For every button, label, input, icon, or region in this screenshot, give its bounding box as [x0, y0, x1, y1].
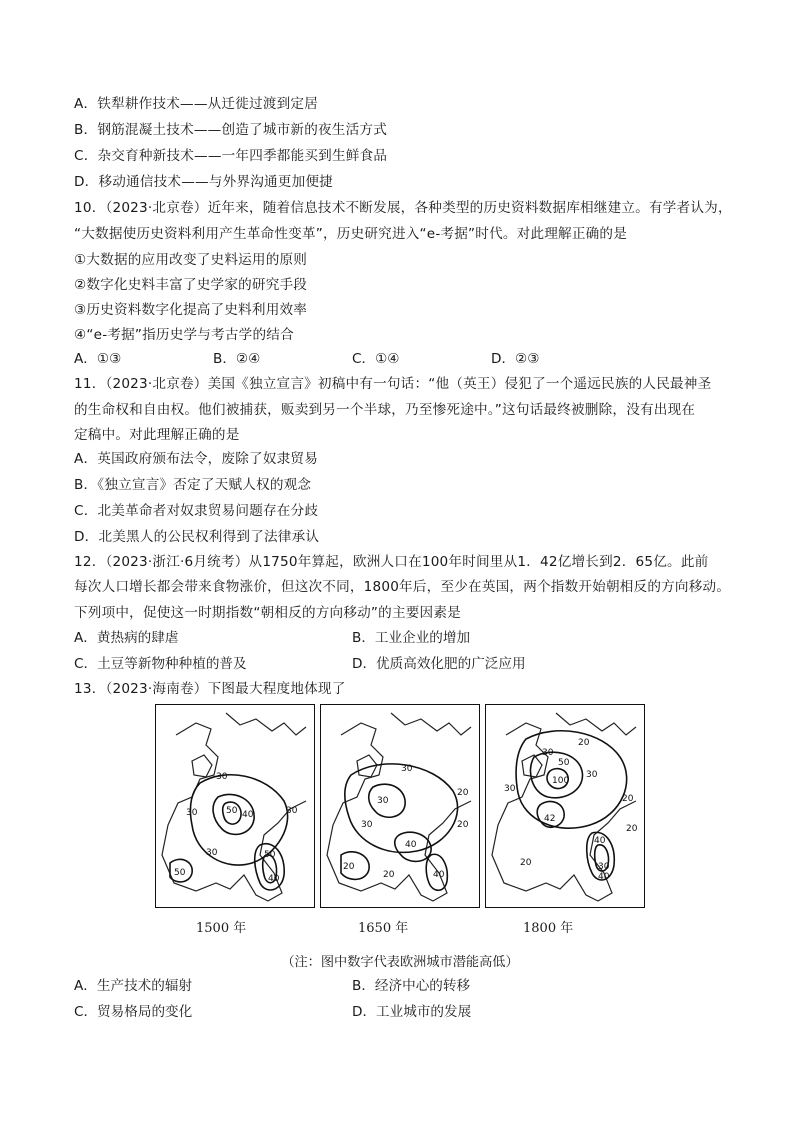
label-1800-3: 100: [552, 776, 570, 786]
label-1650-3: 20: [457, 820, 469, 830]
label-1800-7: 20: [626, 824, 638, 834]
q10-option-a[interactable]: A．①③: [74, 351, 122, 367]
label-1800-8: 42: [544, 814, 556, 824]
scandinavia-coast-1650: [391, 713, 471, 735]
label-1650-6: 40: [433, 870, 445, 880]
q13-option-a[interactable]: A．生产技术的辐射: [74, 978, 193, 994]
contour-30-1650: [345, 764, 458, 852]
q12-stem-line-3: 下列项中，促使这一时期指数“朝相反的方向移动”的主要因素是: [74, 605, 461, 621]
q13-option-d[interactable]: D．工业城市的发展: [352, 1004, 472, 1020]
q13-option-c[interactable]: C．贸易格局的变化: [74, 1004, 193, 1020]
map-1500-drawing: [156, 705, 314, 907]
label-1650-0: 30: [401, 764, 413, 774]
q9-option-d[interactable]: D．移动通信技术——与外界沟通更加便捷: [74, 174, 333, 190]
label-1650-4: 30: [361, 820, 373, 830]
label-1500-6: 50: [174, 868, 186, 878]
map-note: （注：图中数字代表欧洲城市潜能高低）: [281, 955, 519, 970]
map-year-1800: 1800 年: [523, 921, 574, 936]
q11-option-b[interactable]: B．《独立宣言》否定了天赋人权的观念: [74, 477, 312, 493]
map-year-1650: 1650 年: [358, 921, 409, 936]
q10-item-1: ①大数据的应用改变了史料运用的原则: [74, 252, 308, 268]
britain-1500: [192, 755, 212, 777]
label-1800-2: 50: [558, 758, 570, 768]
britain-1800: [522, 755, 542, 777]
coastline-1650: [327, 723, 471, 901]
q10-item-4: ④“e-考据”指历史学与考古学的结合: [74, 327, 294, 343]
contour-50-1800: [530, 752, 582, 798]
label-1500-7: 50: [264, 850, 276, 860]
label-1800-10: 30: [598, 862, 610, 872]
label-1650-7: 20: [343, 862, 355, 872]
label-1650-5: 40: [405, 840, 417, 850]
label-1500-5: 30: [206, 848, 218, 858]
contour-30-1800: [516, 731, 627, 828]
label-1650-1: 30: [377, 796, 389, 806]
q12-option-a[interactable]: A．黄热病的肆虐: [74, 630, 179, 646]
label-1500-2: 50: [226, 806, 238, 816]
label-1800-4: 30: [504, 784, 516, 794]
q11-option-c[interactable]: C．北美革命者对奴隶贸易问题存在分歧: [74, 503, 319, 519]
label-1650-8: 20: [383, 870, 395, 880]
label-1500-3: 40: [242, 810, 254, 820]
q10-item-2: ②数字化史料丰富了史学家的研究手段: [74, 277, 308, 293]
map-year-1500: 1500 年: [196, 921, 247, 936]
label-1800-11: 40: [598, 872, 610, 882]
label-1800-1: 30: [542, 748, 554, 758]
q10-option-c[interactable]: C．①④: [352, 351, 400, 367]
q12-stem-line-2: 每次人口增长都会带来食物涨价，但这次不同，1800年后，至少在英国，两个指数开始朝相反的方向移动。: [74, 579, 731, 595]
map-1500: [155, 704, 315, 908]
europe-maps-figure: [155, 704, 645, 909]
label-1800-5: 30: [586, 770, 598, 780]
label-1650-2: 20: [457, 788, 469, 798]
scandinavia-coast-1500: [226, 713, 306, 735]
q10-option-d[interactable]: D．②③: [491, 351, 540, 367]
q13-option-b[interactable]: B．经济中心的转移: [352, 978, 471, 994]
q11-stem-line-2: 的生命权和自由权。他们被捕获，贩卖到另一个半球，乃至惨死途中。”这句话最终被删除，没有出现在: [74, 402, 696, 418]
q9-option-b[interactable]: B．钢筋混凝土技术——创造了城市新的夜生活方式: [74, 122, 387, 138]
map-1650-drawing: [321, 705, 479, 907]
label-1500-0: 30: [216, 772, 228, 782]
q12-stem-line-1: 12．（2023·浙江·6月统考）从1750年算起，欧洲人口在100年时间里从1．42亿增长到2．65亿。此前: [74, 554, 709, 570]
q10-stem-line-1: 10．（2023·北京卷）近年来，随着信息技术不断发展，各种类型的历史资料数据库相继建立。有学者认为，: [74, 200, 732, 216]
q12-option-d[interactable]: D．优质高效化肥的广泛应用: [352, 656, 526, 672]
q10-stem-line-2: “大数据使历史资料利用产生革命性变革”，历史研究进入“e-考据”时代。对此理解正确的是: [74, 226, 628, 242]
label-1500-1: 30: [186, 808, 198, 818]
q13-stem: 13．（2023·海南卷）下图最大程度地体现了: [74, 681, 346, 697]
label-1500-4: 30: [286, 806, 298, 816]
q11-stem-line-1: 11．（2023·北京卷）美国《独立宣言》初稿中有一句话：“他（英王）侵犯了一个遥远民族的人民最神圣: [74, 376, 712, 392]
q11-option-a[interactable]: A．英国政府颁布法令，废除了奴隶贸易: [74, 451, 318, 467]
map-1650: [320, 704, 480, 908]
q12-option-c[interactable]: C．土豆等新物种种植的普及: [74, 656, 247, 672]
q10-item-3: ③历史资料数字化提高了史料利用效率: [74, 302, 308, 318]
q12-option-b[interactable]: B．工业企业的增加: [352, 630, 471, 646]
label-1500-8: 40: [268, 874, 280, 884]
label-1800-9: 40: [594, 836, 606, 846]
label-1800-6: 20: [622, 794, 634, 804]
q9-option-c[interactable]: C．杂交育种新技术——一年四季都能买到生鲜食品: [74, 148, 388, 164]
q11-option-d[interactable]: D．北美黑人的公民权利得到了法律承认: [74, 529, 320, 545]
q10-option-b[interactable]: B．②④: [213, 351, 261, 367]
q11-stem-line-3: 定稿中。对此理解正确的是: [74, 427, 240, 443]
map-1800-drawing: [486, 705, 644, 907]
label-1800-12: 20: [520, 858, 532, 868]
label-1800-0: 20: [578, 738, 590, 748]
q9-option-a[interactable]: A．铁犁耕作技术——从迁徙过渡到定居: [74, 96, 318, 112]
map-1800: [485, 704, 645, 908]
